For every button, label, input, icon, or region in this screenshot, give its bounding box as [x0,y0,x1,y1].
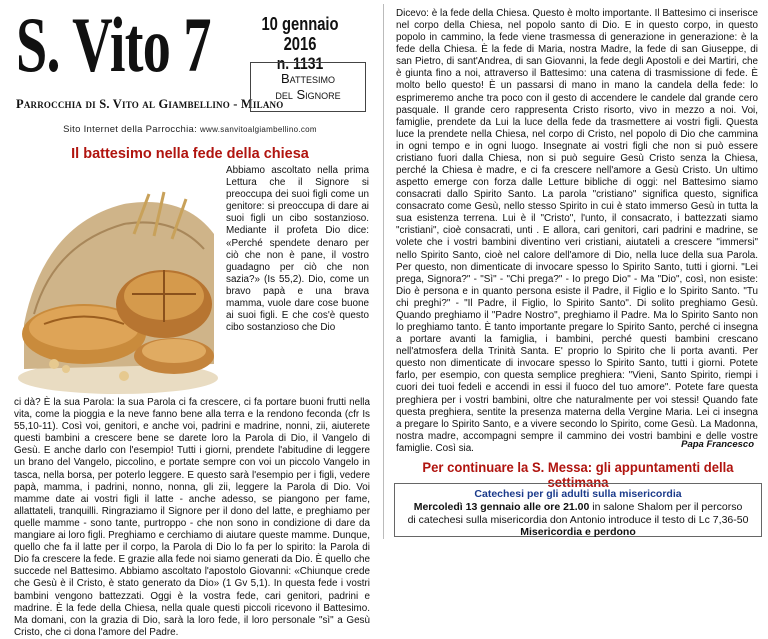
catechesis-date: Mercoledì 13 gennaio alle ore 21.00 [413,501,590,513]
catechesis-location: in salone Shalom per il percorso [589,501,743,513]
event-line-1: Battesimo [280,71,335,86]
article-continuation: Dicevo: è la fede della Chiesa. Questo è molto importante. Il Battesimo ci inserisce nel corpo della Chiesa, nel popolo santo di Dio. E in questo corpo, in questo popolo in cammino, la fede viene trasmessa di generazione in generazione: è la fede della Chiesa. È la fede di Maria, nostra Madre, la fede di san Giuseppe, di san Pietro, di sant'Andrea, di san Giovanni, la fede degli Apostoli e dei Martiri, che è giunta fino a noi, attraverso il Battesimo: una catena di trasmissione di fede. È molto bello questo! È un passarsi di mano in mano la candela della fede: lo esprimeremo anche tra poco con il gesto di accendere le candele dal grande cero pasquale. Il grande cero rappresenta Cristo risorto, vivo in mezzo a noi. Voi, famiglie, prendete da Lui la luce della fede da trasmettere ai vostri figli. Questa luce la prendete nella Chiesa, nel corpo di Cristo, nel popolo di Dio che cammina in ogni tempo e in ogni luogo. Insegnate ai vostri figli che non si può essere cristiano fuori dalla Chiesa, non si può seguire Gesù Cristo senza la Chiesa, perché la Chiesa è madre, e ci fa crescere nell'amore a Gesù Cristo. Un ultimo aspetto emerge con forza dalle Letture bibliche di oggi: nel Battesimo siamo consacrati dallo Spirito Santo. La parola "cristiano" significa questo, significa consacrato come Gesù, nello stesso Spirito in cui è stato immerso Gesù in tutta la sua esistenza terrena. Lui è il "Cristo", l'unto, il consacrato, i battezzati siamo "cristiani", cioè consacrati, unti . E allora, cari genitori, cari padrini e madrine, se volete che i vostri bambini diventino veri cristiani, aiutateli a crescere "immersi" nello Spirito Santo, cioè nel calore dell'amore di Dio, nella luce della sua Parola. Per questo, non dimenticate di invocare spesso lo Spirito Santo, tutti i giorni. "Lei prega, Signora?" - "Sì" - "Chi prega?" - Io prego Dio" - Ma "Dio", così, non esiste: Dio è persona e in quanto persona esiste il Padre, il Figlio e lo Spirito Santo. "Tu chi preghi?" - "Il Padre, il Figlio, lo Spirito Santo". Di solito preghiamo Gesù. Quando preghiamo il "Padre Nostro", preghiamo il Padre. Ma lo Spirito Santo non lo preghiamo tanto. È tanto importante pregare lo Spirito Santo, perché ci insegna a portare avanti la famiglia, i bambini, perché questi bambini crescano nell'atmosfera della Trinità Santa. E' proprio lo Spirito che li porta avanti. Per questo non dimenticate di invocare spesso lo Spirito Santo, tutti i giorni. Potete farlo, per esempio, con questa semplice preghiera: "Vieni, Santo Spirito, riempi i cuori dei tuoi fedeli e accendi in essi il fuoco del tuo amore". Potete fare questa preghiera per i vostri bambini, oltre che naturalmente per voi stessi! Quando fate questa preghiera, sentite la presenza materna della Vergine Maria. Lei ci insegna a pregare lo Spirito Santo, e a vivere secondo lo Spirito, come Gesù. La Madonna, nostra madre, accompagni sempre il cammino dei vostri bambini e delle vostre famiglie. Così sia. [396,8,758,454]
page-divider [383,4,384,539]
catechesis-title: Catechesi per gli adulti sulla misericordia [474,488,682,500]
website-line [0,124,380,135]
article-signature: Papa Francesco [681,439,754,450]
article-intro: Abbiamo ascoltato nella prima Lettura che il Signore si preoccupa dei suoi figli come un genitore: si preoccupa di dare ai suoi figli un cibo sostanzioso. Mediante il profeta Dio dice: «Perché spendete denaro per ciò che non è pane, il vostro guadagno per ciò che non sazia?» (Is 55,2). Dio, come un bravo papà e una brava mamma, vuole dare cose buone ai suoi figli. E che cos'è questo cibo sostanzioso che Dio [226,165,369,334]
left-page [0,0,380,638]
article-title: Il battesimo nella fede della chiesa [71,146,309,162]
newsletter-title: S. Vito 7 [16,1,211,88]
right-page [388,0,768,543]
issue-number: n. 1131 [276,54,324,73]
catechesis-line-2: di catechesi sulla misericordia don Antonio introduce il testo di Lc 7,36-50 [407,513,749,526]
catechesis-theme: Misericordia e perdono [520,526,636,538]
bread-illustration [14,164,222,396]
event-line-2: del Signore [275,87,341,102]
catechesis-box [394,483,762,537]
parish-name: Parrocchia di S. Vito al Giambellino - Milano [16,97,284,111]
liturgical-event-box [250,62,366,112]
website-label: Sito Internet della Parrocchia: [63,124,198,135]
announcements-banner: Per continuare la S. Messa: gli appuntamenti della settimana [422,460,734,490]
issue-date: 10 gennaio 2016 [261,14,339,54]
website-url[interactable]: www.sanvitoalgiambellino.com [199,125,317,134]
catechesis-line-1 [395,501,761,514]
article-body: ci dà? È la sua Parola: la sua Parola ci fa crescere, ci fa portare buoni frutti nella vita, come la pioggia e la neve fanno bene alla terra e la rendono feconda (cfr Is 55,10-11). Così voi, genitori, e anche voi, padrini e madrine, nonni, zii, aiuterete questi bambini a crescere bene se darete loro la Parola di Dio, il Vangelo di Gesù. E anche darlo con l'esempio! Tutti i giorni, prendete l'abitudine di leggere un brano del Vangelo, piccolino, e portate sempre con voi un piccolo Vangelo in tasca, nella borsa, per poterlo leggere. E questo sarà l'esempio per i figli, vedere papà, mamma, i padrini, nonno, nonna, gli zii, leggere la Parola di Dio. Voi mamme date ai vostri figli il latte - anche adesso, se piangono per fame, allattateli, tranquilli. Ringraziamo il Signore per il dono del latte, e preghiamo per quelle mamme - sono tante, purtroppo - che non sono in condizione di dare da mangiare ai loro figli. Preghiamo e cerchiamo di aiutare queste mamme. Dunque, quello che fa il latte per il corpo, la Parola di Dio lo fa per lo spirito: la Parola di Dio fa crescere la fede. E grazie alla fede noi siamo generati da Dio. È quello che succede nel Battesimo. Abbiamo ascoltato l'apostolo Giovanni: «Chiunque crede che Gesù è il Cristo, è stato generato da Dio» (1 Gv 5,1). In questa fede i vostri bambini vengono battezzati. Oggi è la vostra fede, cari genitori, padrini e madrine. È la fede della Chiesa, nella quale questi piccoli ricevono il Battesimo. Ma domani, con la grazia di Dio, sarà la loro fede, il loro personale "sì" a Gesù Cristo, che ci dona l'amore del Padre. [14,397,370,638]
